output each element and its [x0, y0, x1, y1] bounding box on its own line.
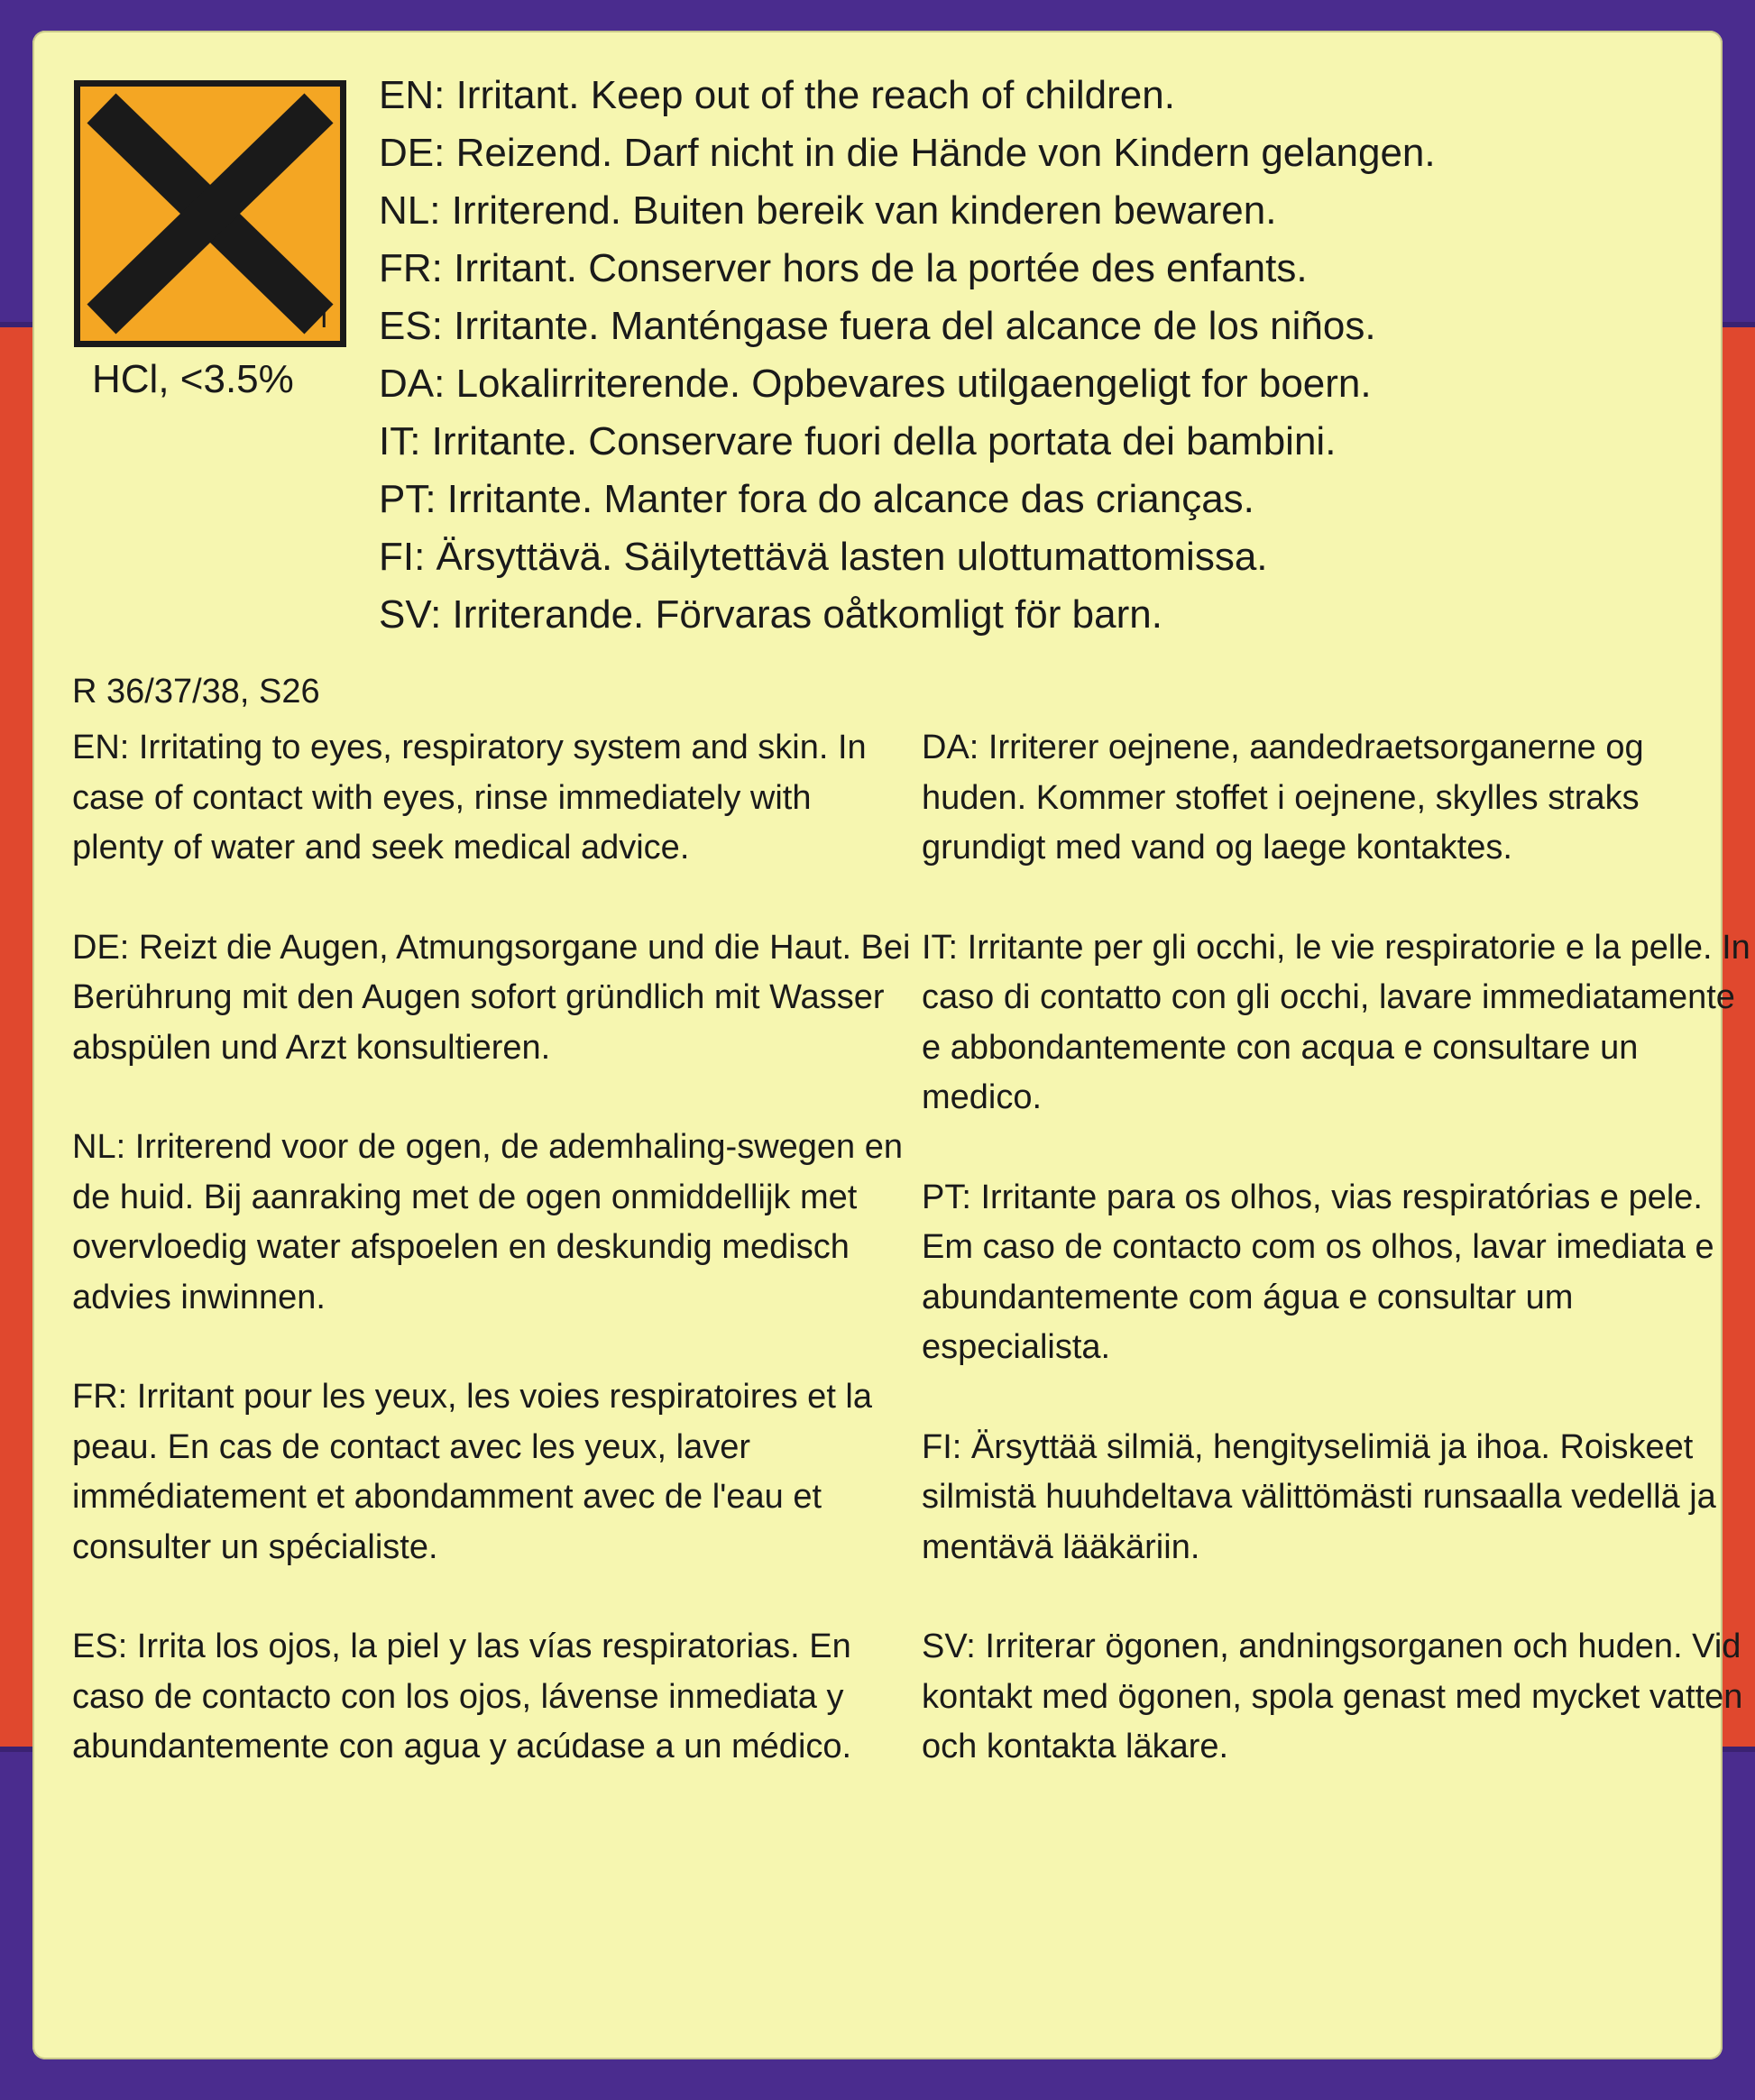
warning-line: NL: Irriterend. Buiten bereik van kinderen bewaren. [379, 188, 1277, 233]
paragraph-en: EN: Irritating to eyes, respiratory system and skin. In case of contact with eyes, rinse immediately with plenty of water and seek medical advice. [72, 729, 867, 867]
warning-line: IT: Irritante. Conservare fuori della portata dei bambini. [379, 419, 1337, 463]
irritant-x-icon [74, 80, 346, 347]
paragraph-es: ES: Irrita los ojos, la piel y las vías respiratorias. En caso de contacto con los ojos, lávense inmediata y abundantemente con agua y acúdase a un médico. [72, 1628, 852, 1765]
substance-label: HCl, <3.5% [92, 357, 294, 401]
warning-line: EN: Irritant. Keep out of the reach of children. [379, 73, 1175, 117]
paragraph-fi: FI: Ärsyttää silmiä, hengityselimiä ja ihoa. Roiskeet silmistä huuhdeltava välittömästi runsaalla vedellä ja mentävä lääkäriin. [922, 1427, 1716, 1566]
warning-line: FI: Ärsyttävä. Säilytettävä lasten ulottumattomissa. [379, 535, 1268, 579]
warning-line: DE: Reizend. Darf nicht in die Hände von Kindern gelangen. [379, 131, 1436, 175]
warning-list [379, 67, 1732, 644]
paragraph-sv: SV: Irriterar ögonen, andningsorganen och huden. Vid kontakt med ögonen, spola genast med mycket vatten och kontakta läkare. [922, 1628, 1743, 1765]
left-column [72, 723, 911, 1822]
warning-line: ES: Irritante. Manténgase fuera del alcance de los niños. [379, 304, 1376, 348]
paragraph-da: DA: Irriterer oejnene, aandedraetsorganerne og huden. Kommer stoffet i oejnene, skylles straks grundigt med vand og laege kontaktes. [922, 729, 1644, 867]
right-column [922, 723, 1751, 1822]
hazard-letter: i [320, 300, 327, 335]
paragraph-it: IT: Irritante per gli occhi, le vie respiratorie e la pelle. In caso di contatto con gli occhi, lavare immediatamente e abbondantemente con acqua e consultare un medico. [922, 928, 1750, 1116]
label-panel [32, 31, 1750, 2059]
warning-line: DA: Lokalirriterende. Opbevares utilgaengeligt for boern. [379, 362, 1372, 406]
paragraph-nl: NL: Irriterend voor de ogen, de ademhaling-swegen en de huid. Bij aanraking met de ogen onmiddellijk met overvloedig water afspoelen en deskundig medisch advies inwinnen. [72, 1128, 904, 1316]
warning-line: PT: Irritante. Manter fora do alcance das crianças. [379, 477, 1254, 521]
warning-line: FR: Irritant. Conserver hors de la portée des enfants. [379, 246, 1308, 290]
cross-symbol [80, 87, 340, 341]
paragraph-de: DE: Reizt die Augen, Atmungsorgane und die Haut. Bei Berührung mit den Augen sofort gründlich mit Wasser abspülen und Arzt konsultieren. [72, 928, 911, 1067]
warning-line: SV: Irriterande. Förvaras oåtkomligt för barn. [379, 592, 1162, 637]
paragraph-pt: PT: Irritante para os olhos, vias respiratórias e pele. Em caso de contacto com os olhos, lavar imediata e abundantemente com água e consultar um especialista. [922, 1178, 1714, 1366]
paragraph-fr: FR: Irritant pour les yeux, les voies respiratoires et la peau. En cas de contact avec les yeux, laver immédiatement et abondamment avec de l'eau et consulter un spécialiste. [72, 1378, 873, 1566]
risk-safety-code: R 36/37/38, S26 [72, 673, 320, 711]
